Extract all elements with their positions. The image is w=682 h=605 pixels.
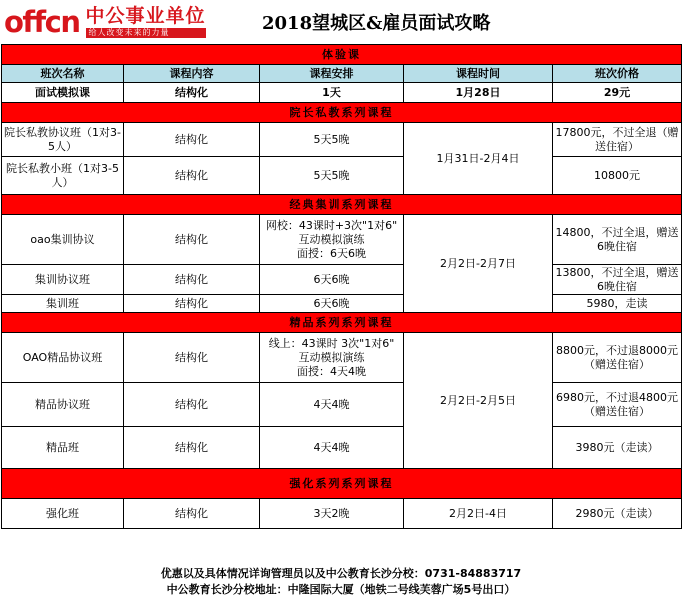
course-time: 1月31日-2月4日	[404, 123, 553, 195]
class-name: 集训班	[2, 295, 124, 313]
course-content: 结构化	[124, 295, 260, 313]
offcn-logo	[4, 4, 206, 40]
table-row	[2, 383, 682, 427]
section-title: 经典集训系列课程	[2, 195, 682, 215]
section-title: 精品系列系列课程	[2, 313, 682, 333]
schedule-line: 线上：43课时 3次"1对6"	[268, 336, 395, 350]
course-table	[1, 44, 682, 529]
footer-address: 中公教育长沙分校地址：中隆国际大厦（地铁二号线芙蓉广场5号出口）	[166, 583, 516, 596]
schedule-line: 互动模拟演练	[298, 232, 365, 246]
schedule-line: 网校：43课时+3次"1对6"	[265, 218, 398, 232]
table-row	[2, 499, 682, 529]
footer	[0, 566, 682, 598]
table-row	[2, 83, 682, 103]
course-time: 2月2日-2月5日	[404, 333, 553, 469]
course-schedule: 3天2晚	[260, 499, 404, 529]
course-content: 结构化	[124, 427, 260, 469]
course-schedule: 6天6晚	[260, 265, 404, 295]
course-content: 结构化	[124, 265, 260, 295]
class-name: oao集训协议	[2, 215, 124, 265]
class-name: 院长私教小班（1对3-5人）	[2, 157, 124, 195]
section-header-classic	[2, 195, 682, 215]
section-header-premium	[2, 313, 682, 333]
table-row	[2, 295, 682, 313]
section-title: 强化系列系列课程	[2, 469, 682, 499]
section-title: 体验课	[2, 45, 682, 65]
course-content: 结构化	[124, 83, 260, 103]
course-schedule	[260, 215, 404, 265]
schedule-line: 面授：6天6晚	[297, 246, 366, 260]
column-header: 班次价格	[553, 65, 682, 83]
logo-chinese	[86, 6, 206, 38]
class-price: 10800元	[553, 157, 682, 195]
class-name: 院长私教协议班（1对3-5人）	[2, 123, 124, 157]
class-price: 8800元，不过退8000元（赠送住宿）	[553, 333, 682, 383]
class-name: OAO精品协议班	[2, 333, 124, 383]
course-schedule: 1天	[260, 83, 404, 103]
class-price: 13800，不过全退，赠送6晚住宿	[553, 265, 682, 295]
course-content: 结构化	[124, 333, 260, 383]
class-name: 强化班	[2, 499, 124, 529]
course-time: 2月2日-2月7日	[404, 215, 553, 313]
table-row	[2, 123, 682, 157]
header	[0, 0, 682, 44]
course-schedule: 5天5晚	[260, 157, 404, 195]
course-content: 结构化	[124, 157, 260, 195]
class-price: 2980元（走读）	[553, 499, 682, 529]
table-row	[2, 265, 682, 295]
footer-contact: 优惠以及具体情况详询管理员以及中公教育长沙分校：0731-84883717	[160, 567, 522, 580]
column-header: 课程安排	[260, 65, 404, 83]
class-name: 集训协议班	[2, 265, 124, 295]
course-content: 结构化	[124, 123, 260, 157]
course-time: 2月2日-4日	[404, 499, 553, 529]
class-name: 精品协议班	[2, 383, 124, 427]
logo-cn-name: 中公事业单位	[85, 5, 206, 27]
class-name: 面试模拟课	[2, 83, 124, 103]
schedule-line: 互动模拟演练	[298, 350, 365, 364]
course-content: 结构化	[124, 215, 260, 265]
column-header-row	[2, 65, 682, 83]
schedule-line: 面授：4天4晚	[297, 364, 366, 378]
course-schedule: 6天6晚	[260, 295, 404, 313]
course-schedule	[260, 333, 404, 383]
class-price: 6980元，不过退4800元（赠送住宿）	[553, 383, 682, 427]
section-title: 院长私教系列课程	[2, 103, 682, 123]
column-header: 课程内容	[124, 65, 260, 83]
class-price: 17800元，不过全退（赠送住宿）	[553, 123, 682, 157]
class-price: 5980，走读	[553, 295, 682, 313]
table-row	[2, 215, 682, 265]
section-header-intensive	[2, 469, 682, 499]
course-time: 1月28日	[404, 83, 553, 103]
column-header: 课程时间	[404, 65, 553, 83]
course-schedule: 5天5晚	[260, 123, 404, 157]
class-name: 精品班	[2, 427, 124, 469]
course-schedule: 4天4晚	[260, 383, 404, 427]
course-schedule: 4天4晚	[260, 427, 404, 469]
section-header-trial	[2, 45, 682, 65]
table-row	[2, 333, 682, 383]
column-header: 班次名称	[2, 65, 124, 83]
table-row	[2, 157, 682, 195]
section-header-dean	[2, 103, 682, 123]
course-content: 结构化	[124, 383, 260, 427]
class-price: 14800，不过全退，赠送6晚住宿	[553, 215, 682, 265]
table-row	[2, 427, 682, 469]
logo-slogan: 给人改变未来的力量	[86, 28, 206, 38]
logo-wordmark: offcn	[4, 5, 80, 39]
course-content: 结构化	[124, 499, 260, 529]
class-price: 3980元（走读）	[553, 427, 682, 469]
page-title: 2018望城区&雇员面试攻略	[262, 13, 491, 34]
class-price: 29元	[553, 83, 682, 103]
